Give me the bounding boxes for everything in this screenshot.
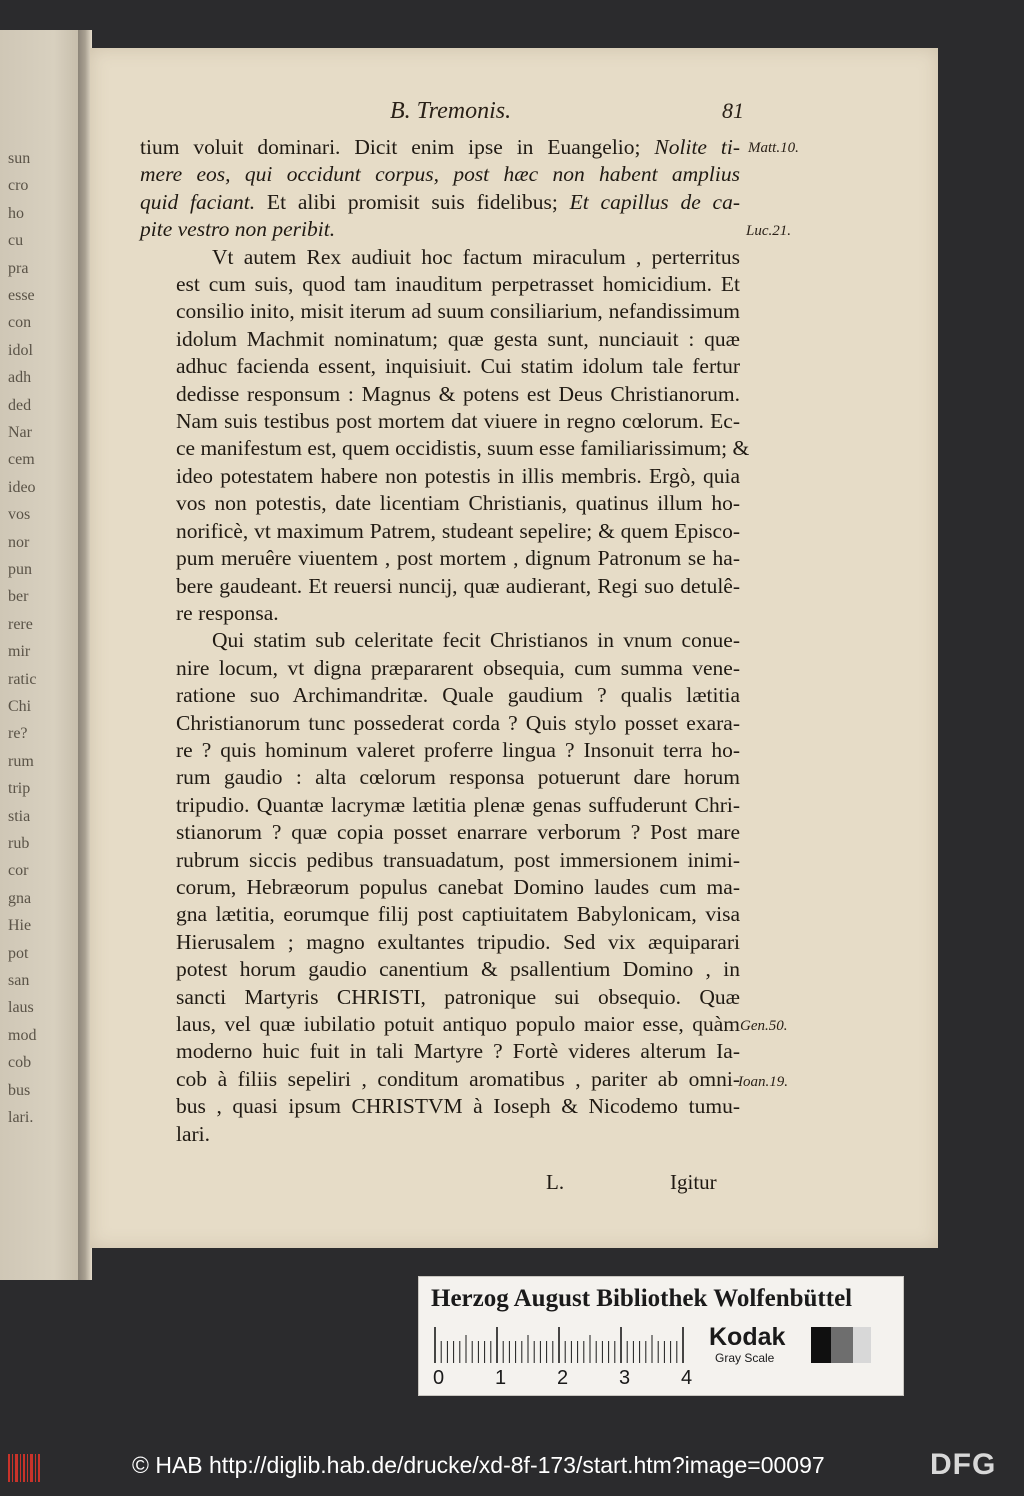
left-page-fragment: Nar	[8, 424, 32, 441]
page-footer-marks	[90, 1170, 938, 1200]
gray-swatch-light	[853, 1327, 871, 1363]
text-line	[140, 134, 740, 161]
left-page-fragment: laus	[8, 999, 34, 1017]
text-line	[140, 792, 740, 819]
margin-note-ioan: Ioan.19.	[738, 1074, 788, 1090]
text-line	[140, 353, 740, 380]
text-run: Nam suis testibus post mortem dat viuere in regno cœlorum. Ec-	[176, 409, 740, 434]
viewer-footer	[0, 1440, 1024, 1496]
text-run: ratione suo Archimandritæ. Quale gaudium ? qualis lætitia	[176, 683, 740, 708]
left-page-fragment: nor	[8, 533, 30, 551]
text-run: cob à filiis sepeliri , conditum aromatibus , pariter ab omni-	[176, 1066, 740, 1091]
left-page-fragment: re?	[8, 725, 28, 743]
text-run: sancti Martyris CHRISTI, patronique sui obsequio. Quæ	[176, 984, 740, 1009]
paragraph	[140, 134, 740, 244]
left-page-fragment: gna	[8, 889, 32, 907]
text-line	[140, 710, 740, 737]
left-page-fragment: adh	[8, 369, 32, 387]
left-page-fragment: vos	[8, 506, 31, 524]
left-page-fragment: bus	[8, 1081, 31, 1099]
text-run: dedisse responsum : Magnus & potens est Deus Christianorum.	[176, 381, 740, 406]
text-run: Qui statim sub celeritate fecit Christianos in vnum conue-	[212, 628, 740, 653]
text-line	[140, 627, 740, 654]
left-page-fragment: cem	[8, 451, 35, 469]
text-run: potest horum gaudio canentium & psallentium Domino , in	[176, 957, 740, 982]
text-run: Et alibi promisit suis fidelibus;	[255, 189, 570, 214]
text-line	[140, 847, 740, 874]
text-run: consilio inito, misit iterum ad suum consiliarium, nefandissimum	[176, 299, 740, 324]
text-line	[140, 298, 740, 325]
running-title: B. Tremonis.	[390, 98, 512, 124]
library-name: Herzog August Bibliothek Wolfenbüttel	[431, 1285, 853, 1312]
text-run: tripudio. Quantæ lacrymæ lætitia plenæ genas suffuderunt Chri-	[176, 792, 740, 817]
text-run: lari.	[176, 1121, 211, 1146]
left-page-fragment: pra	[8, 259, 29, 277]
left-page-fragment: rere	[8, 615, 33, 633]
ruler-number: 4	[681, 1367, 693, 1389]
text-run: pum meruêre viuentem , post mortem , dignum Patronum se ha-	[176, 546, 740, 571]
text-line	[140, 929, 740, 956]
text-line	[140, 216, 740, 243]
text-line	[140, 901, 740, 928]
left-adjacent-page	[0, 30, 90, 1280]
ruler-number: 2	[557, 1367, 569, 1389]
gray-scale-label: Gray Scale	[715, 1351, 775, 1365]
kodak-logo: Kodak	[709, 1323, 786, 1351]
left-page-fragment: ratic	[8, 670, 37, 688]
text-line	[140, 408, 740, 435]
text-line	[140, 1093, 740, 1120]
left-page-fragment: con	[8, 314, 32, 332]
text-run: re ? quis hominum valeret proferre lingua ? Insonuit terra ho-	[176, 737, 740, 762]
left-page-fragment: idol	[8, 341, 33, 359]
left-page-fragment: esse	[8, 287, 35, 304]
text-line	[140, 381, 740, 408]
page-number: 81	[722, 98, 744, 123]
left-page-fragment: stia	[8, 807, 31, 825]
left-page-fragment: Hie	[8, 917, 32, 935]
text-line	[140, 600, 740, 627]
text-run: ce manifestum est, quem occidistis, suum esse familiarissimum; &	[176, 436, 750, 461]
left-page-fragment: rub	[8, 835, 30, 852]
margin-note-luc: Luc.21.	[746, 223, 791, 239]
ruler-numbers	[433, 1367, 703, 1391]
ruler-number: 3	[619, 1367, 631, 1389]
text-run: rum gaudio : alta cœlorum responsa potuerunt dare horum	[176, 765, 740, 790]
text-run: re responsa.	[176, 600, 279, 625]
text-run: nire locum, vt digna præpararent obsequia, cum summa vene-	[176, 655, 740, 680]
left-page-fragment: pun	[8, 561, 32, 578]
left-page-fragment: pot	[8, 944, 29, 962]
barcode-icon	[8, 1454, 42, 1482]
signature-mark: L.	[546, 1170, 565, 1194]
text-line	[140, 655, 740, 682]
left-page-fragment: cor	[8, 862, 29, 880]
catchword: Igitur	[670, 1170, 717, 1194]
left-page-fragment: cro	[8, 177, 29, 195]
ruler-number: 1	[495, 1367, 507, 1389]
text-line	[140, 1121, 740, 1148]
text-run: stianorum ? quæ copia posset enarrare verborum ? Post mare	[176, 820, 740, 845]
gray-swatch-mid	[831, 1327, 853, 1363]
text-line	[140, 189, 740, 216]
text-line	[140, 764, 740, 791]
text-line	[140, 545, 740, 572]
text-run: norificè, vt maximum Patrem, studeant sepelire; & quem Episco-	[176, 518, 740, 543]
left-page-fragment: cob	[8, 1054, 32, 1072]
italic-text: pite vestro non peribit.	[140, 217, 336, 242]
text-line	[140, 463, 740, 490]
text-line	[140, 819, 740, 846]
left-page-fragment: mod	[8, 1026, 37, 1044]
left-page-fragment: Chi	[8, 698, 32, 715]
book-page	[90, 48, 938, 1248]
left-page-fragment: ded	[8, 396, 32, 414]
text-run: Christianorum tunc possederat corda ? Quis stylo posset exara-	[176, 710, 740, 735]
text-line	[140, 874, 740, 901]
text-line	[140, 984, 740, 1011]
left-page-fragment: rum	[8, 752, 34, 770]
text-line	[140, 244, 740, 271]
italic-text: Et capillus de ca-	[569, 189, 740, 214]
text-line	[140, 1038, 740, 1065]
text-run: tium voluit dominari. Dicit enim ipse in Euangelio;	[140, 135, 655, 159]
text-run: gna lætitia, eorumque filij post captiuitatem Babylonicam, visa	[176, 902, 740, 927]
left-page-fragment: mir	[8, 643, 31, 661]
left-page-fragment: sun	[8, 150, 31, 167]
italic-text: mere eos, qui occidunt corpus, post hæc non habent amplius	[140, 162, 740, 187]
page-body-text	[140, 134, 750, 1148]
library-color-card	[418, 1276, 904, 1396]
italic-text: Nolite ti-	[654, 135, 740, 159]
text-run: laus, vel quæ iubilatio potuit antiquo populo maior esse, quàm	[176, 1012, 740, 1036]
text-line	[140, 518, 740, 545]
text-line	[140, 956, 740, 983]
gray-swatch-dark	[811, 1327, 831, 1363]
left-page-fragment: san	[8, 972, 30, 989]
left-page-fragment: ber	[8, 588, 29, 606]
left-page-fragment: lari.	[8, 1109, 34, 1126]
text-run: idolum Machmit nominatum; quæ gesta sunt, nunciauit : quæ	[176, 326, 740, 351]
text-line	[140, 161, 740, 188]
left-page-fragment: ideo	[8, 478, 36, 496]
italic-text: quid faciant.	[140, 189, 256, 214]
text-run: Hierusalem ; magno exultantes tripudio. Sed vix æquiparari	[176, 929, 740, 954]
text-line	[140, 1011, 740, 1038]
text-line	[140, 573, 740, 600]
source-link[interactable]: © HAB http://diglib.hab.de/drucke/xd-8f-173/start.htm?image=00097	[132, 1452, 825, 1478]
margin-note-gen: Gen.50.	[740, 1018, 788, 1034]
text-run: est cum suis, quod tam inauditum perpetrasset homicidium. Et	[176, 272, 740, 297]
text-run: Vt autem Rex audiuit hoc factum miraculum , perterritus	[212, 244, 740, 269]
text-line	[140, 737, 740, 764]
text-run: ideo potestatem habere non potestis in illis membris. Ergò, quia	[176, 463, 740, 488]
text-run: bere gaudeant. Et reuersi nuncij, quæ audierant, Regi suo detulê-	[176, 573, 740, 598]
paragraph	[140, 244, 750, 628]
paragraph	[140, 627, 740, 1148]
text-run: moderno huic fuit in tali Martyre ? Fortè videres alterum Ia-	[176, 1039, 740, 1064]
text-run: bus , quasi ipsum CHRISTVM à Ioseph & Nicodemo tumu-	[176, 1094, 740, 1119]
margin-note-matt: Matt.10.	[748, 140, 799, 156]
text-run: adhuc facienda essent, inquisiuit. Cui statim idolum tale fertur	[176, 354, 740, 379]
text-line	[140, 682, 740, 709]
ruler-number: 0	[433, 1367, 445, 1389]
text-line	[140, 326, 740, 353]
left-page-fragment: trip	[8, 780, 31, 798]
text-run: vos non potestis, date licentiam Christianis, quatinus illum ho-	[176, 491, 740, 516]
dfg-logo: DFG	[930, 1448, 997, 1481]
left-page-fragment: cu	[8, 232, 24, 250]
text-line	[140, 435, 750, 462]
text-run: corum, Hebræorum populus canebat Domino laudes cum ma-	[176, 874, 740, 899]
text-line	[140, 1066, 740, 1093]
left-page-fragment: ho	[8, 204, 24, 222]
text-run: rubrum siccis pedibus transuadatum, post immersionem inimi-	[176, 847, 740, 872]
page-header	[90, 98, 938, 128]
text-line	[140, 490, 740, 517]
text-line	[140, 271, 740, 298]
ruler-scale	[433, 1325, 693, 1365]
